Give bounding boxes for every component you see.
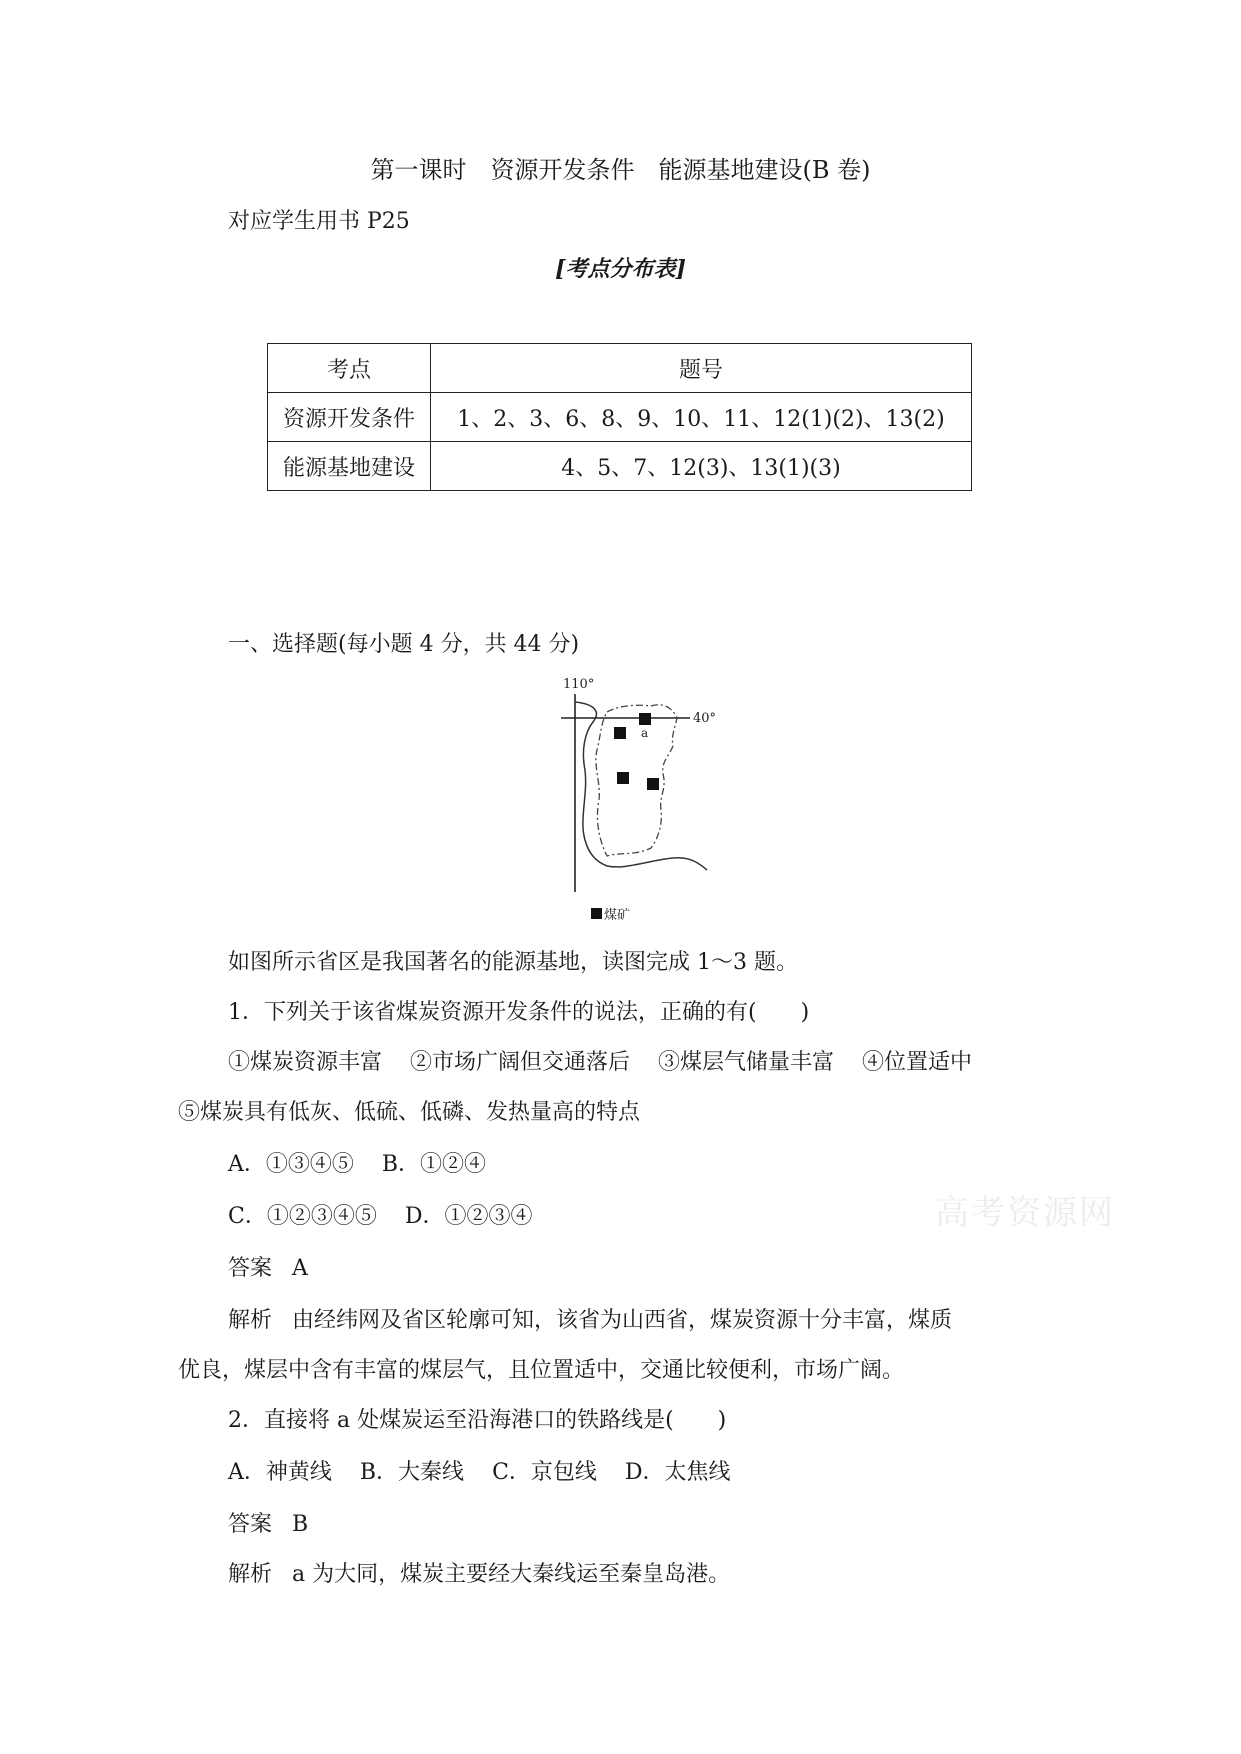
coal-mine-marker	[639, 713, 651, 725]
question-1-options-line1	[228, 1045, 972, 1076]
table-cell: 1、2、3、6、8、9、10、11、12(1)(2)、13(2)	[431, 393, 972, 442]
section-heading: 一、选择题(每小题 4 分，共 44 分)	[228, 632, 580, 657]
page-subtitle: 对应学生用书 P25	[228, 209, 410, 234]
choice-a: A．神黄线	[228, 1460, 332, 1485]
question-2-answer	[228, 1507, 308, 1538]
option-statement: ④位置适中	[862, 1050, 973, 1075]
option-statement: ②市场广阔但交通落后	[410, 1050, 631, 1075]
table-header-cell: 题号	[431, 344, 972, 393]
table-header-row	[268, 344, 972, 393]
page-title: 第一课时 资源开发条件 能源基地建设(B 卷)	[370, 156, 871, 184]
coal-mine-marker	[647, 778, 659, 790]
table-header-cell: 考点	[268, 344, 431, 393]
question-1-analysis	[228, 1303, 952, 1334]
answer-label: 答案	[228, 1256, 273, 1281]
question-1-choices-ab	[228, 1147, 486, 1178]
table-cell: 能源基地建设	[268, 442, 431, 491]
question-1-choices-cd	[228, 1199, 532, 1230]
option-statement: ①煤炭资源丰富	[228, 1050, 383, 1075]
question-1-analysis-cont: 优良，煤层中含有丰富的煤层气，且位置适中，交通比较便利，市场广阔。	[178, 1358, 905, 1383]
watermark: 高考资源网	[935, 1193, 1115, 1233]
question-1-answer	[228, 1251, 308, 1282]
dist-table-title: [考点分布表]	[555, 256, 686, 282]
table-cell: 资源开发条件	[268, 393, 431, 442]
choice-c: C．①②③④⑤	[228, 1204, 377, 1229]
table-row	[268, 442, 972, 491]
answer-value: B	[292, 1512, 309, 1537]
table-row	[268, 393, 972, 442]
analysis-label: 解析	[228, 1562, 273, 1587]
choice-d: D．太焦线	[624, 1460, 731, 1485]
question-2-choices	[228, 1455, 731, 1486]
analysis-text: a 为大同，煤炭主要经大秦线运至秦皇岛港。	[292, 1562, 731, 1587]
answer-value: A	[292, 1256, 308, 1281]
answer-label: 答案	[228, 1512, 273, 1537]
question-1-stem: 1．下列关于该省煤炭资源开发条件的说法，正确的有( )	[228, 1000, 810, 1025]
table-cell: 4、5、7、12(3)、13(1)(3)	[431, 442, 972, 491]
choice-b: B．大秦线	[359, 1460, 465, 1485]
question-2-stem: 2．直接将 a 处煤炭运至沿海港口的铁路线是( )	[228, 1408, 727, 1433]
shanxi-map-figure	[555, 670, 740, 930]
question-intro: 如图所示省区是我国著名的能源基地，读图完成 1～3 题。	[228, 950, 798, 975]
choice-b: B．①②④	[381, 1152, 487, 1177]
choice-d: D．①②③④	[404, 1204, 533, 1229]
point-a-label: a	[641, 726, 649, 740]
analysis-label: 解析	[228, 1308, 273, 1333]
dist-table	[267, 343, 972, 491]
coal-mine-marker	[617, 772, 629, 784]
legend-coal-icon	[591, 908, 602, 919]
choice-c: C．京包线	[492, 1460, 597, 1485]
analysis-text: 由经纬网及省区轮廓可知，该省为山西省，煤炭资源十分丰富，煤质	[292, 1308, 953, 1333]
province-border	[596, 705, 677, 856]
latitude-label: 40°	[693, 711, 717, 726]
longitude-label: 110°	[563, 677, 595, 692]
question-1-options-line2: ⑤煤炭具有低灰、低硫、低磷、发热量高的特点	[178, 1100, 641, 1125]
choice-a: A．①③④⑤	[228, 1152, 354, 1177]
coal-mine-marker	[614, 727, 626, 739]
option-statement: ③煤层气储量丰富	[658, 1050, 835, 1075]
question-2-analysis	[228, 1557, 730, 1588]
legend-label: 煤矿	[604, 908, 631, 923]
